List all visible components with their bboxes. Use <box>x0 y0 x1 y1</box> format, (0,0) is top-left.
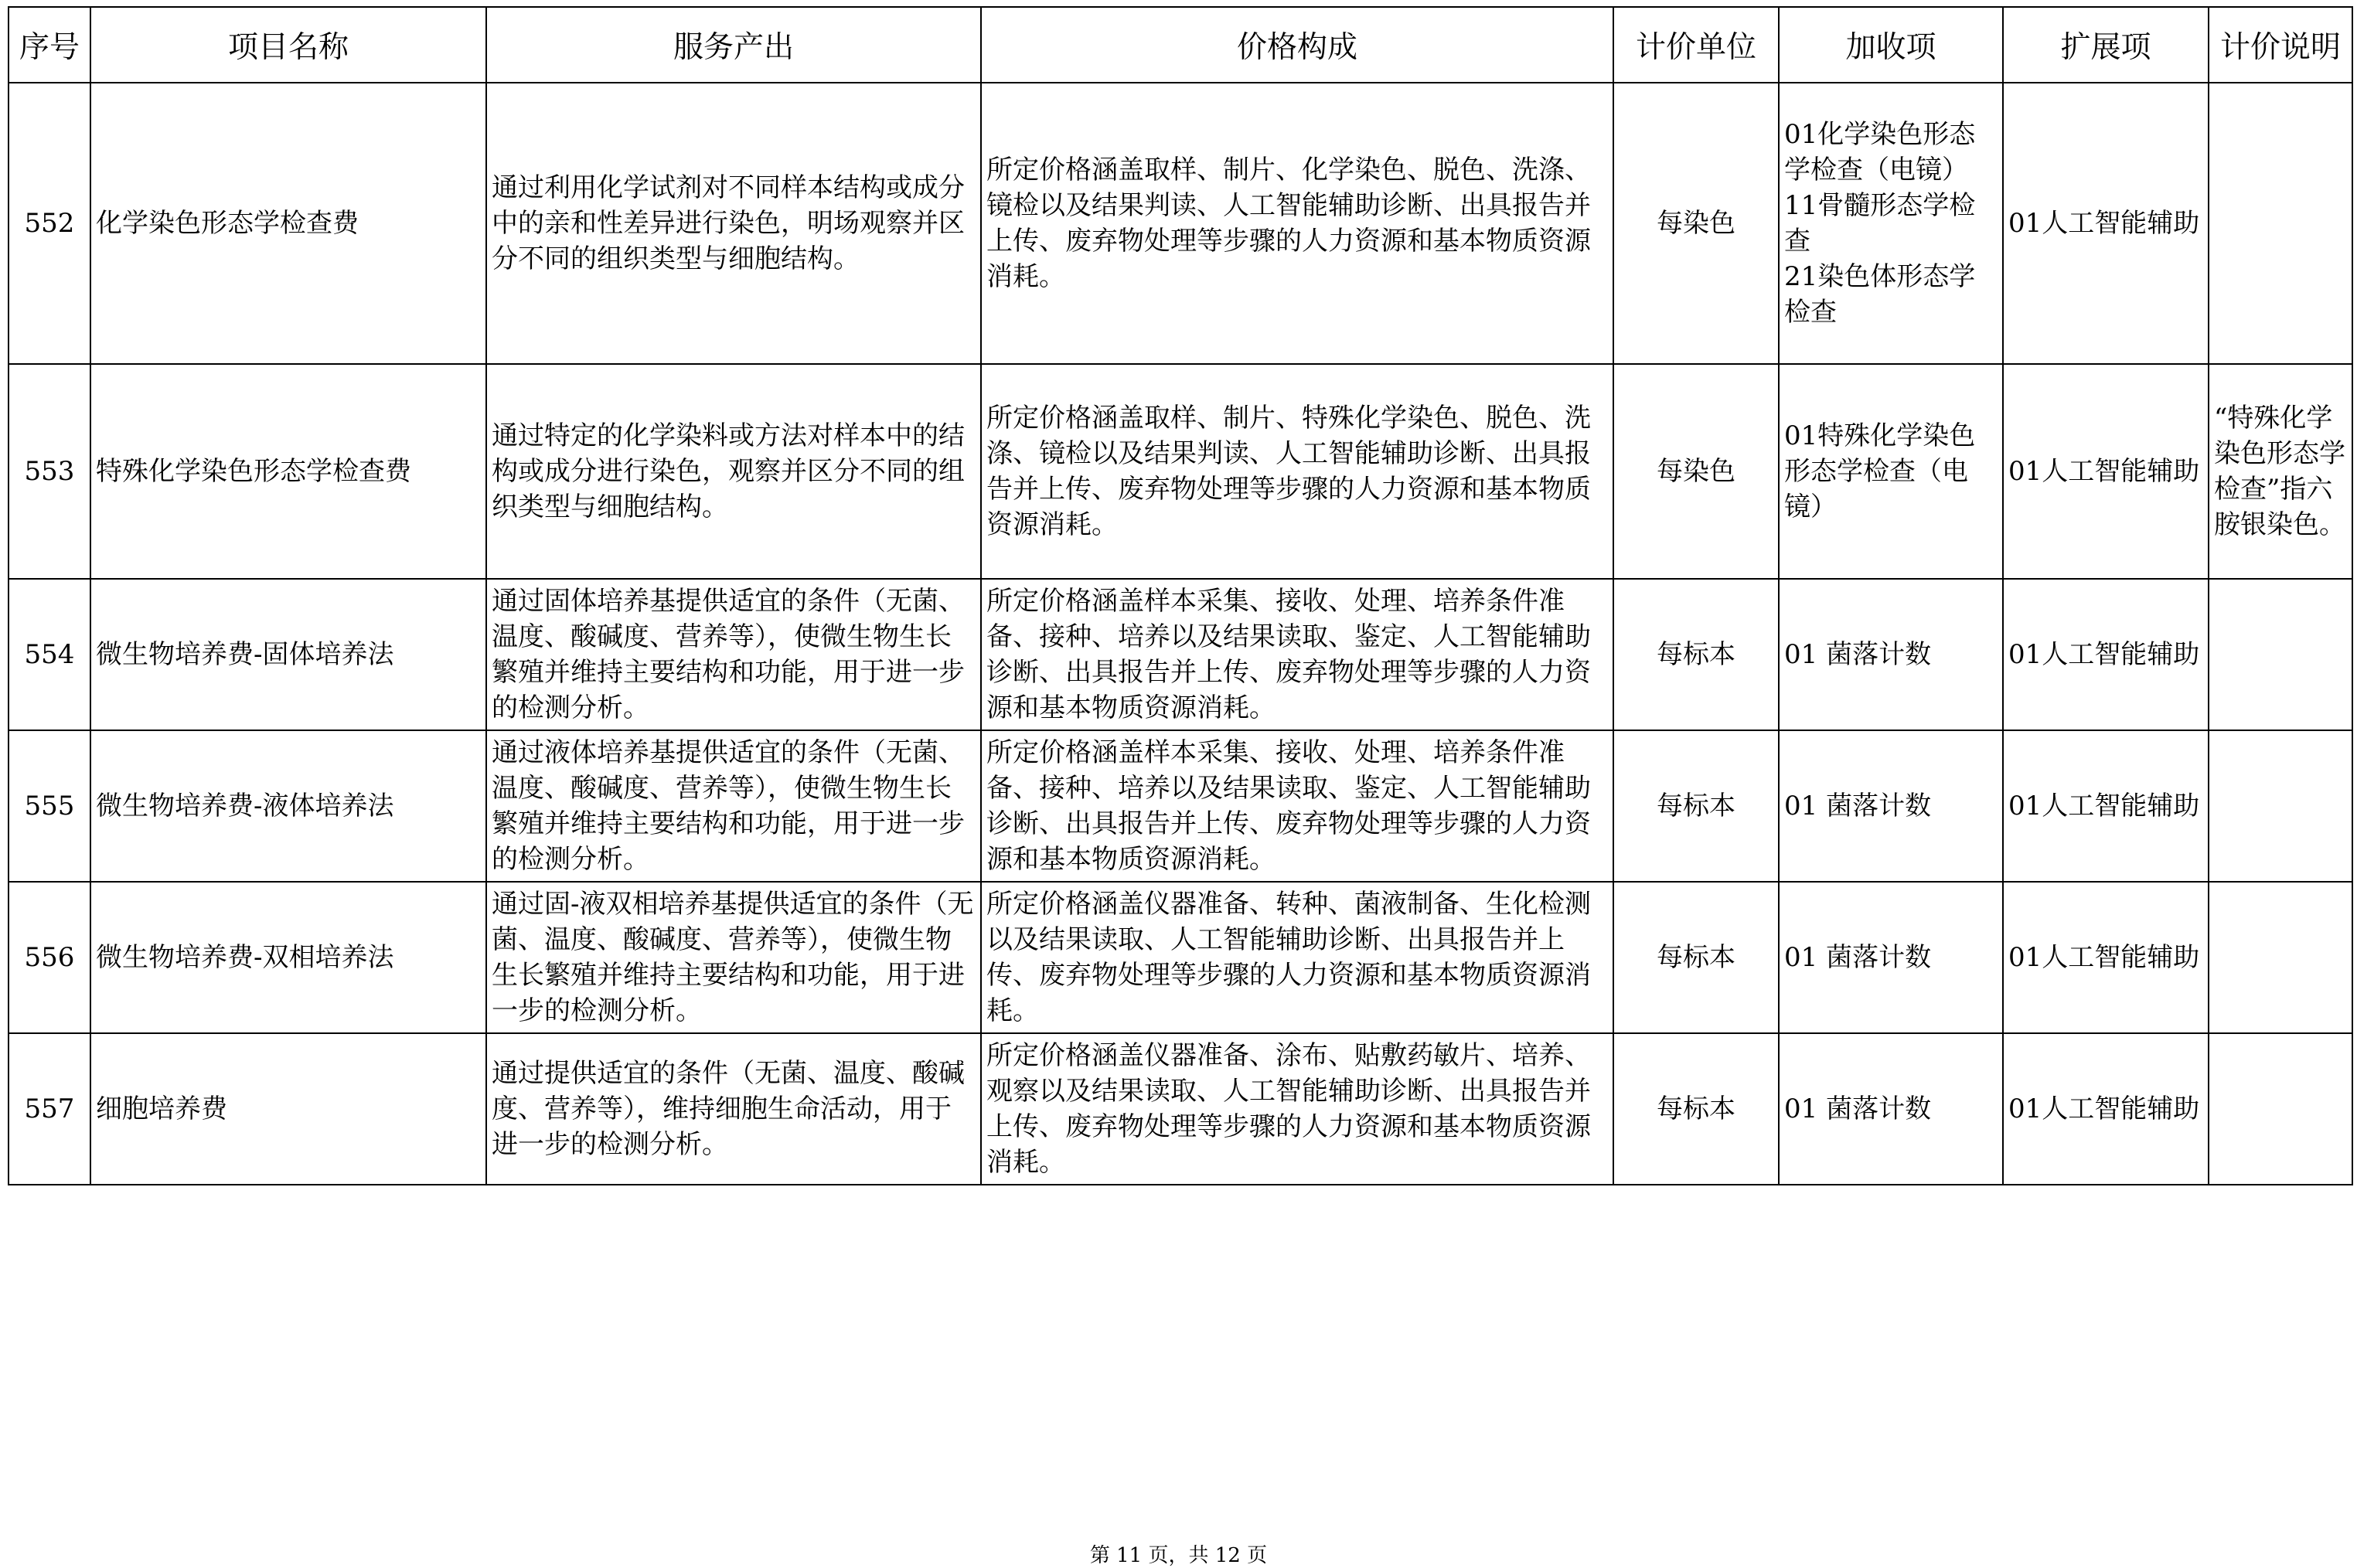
cell-service-output: 通过提供适宜的条件（无菌、温度、酸碱度、营养等），维持细胞生命活动，用于进一步的检测分析。 <box>486 1033 981 1185</box>
table-row <box>9 882 2352 1033</box>
header-surcharge: 加收项 <box>1779 7 2003 83</box>
cell-surcharge: 01 菌落计数 <box>1779 882 2003 1033</box>
cell-extension: 01人工智能辅助 <box>2003 364 2209 579</box>
header-item-name: 项目名称 <box>90 7 486 83</box>
cell-extension: 01人工智能辅助 <box>2003 730 2209 882</box>
cell-price-composition: 所定价格涵盖仪器准备、转种、菌液制备、生化检测以及结果读取、人工智能辅助诊断、出具报告并上传、废弃物处理等步骤的人力资源和基本物质资源消耗。 <box>981 882 1613 1033</box>
cell-pricing-note <box>2209 1033 2352 1185</box>
cell-surcharge: 01特殊化学染色形态学检查（电镜） <box>1779 364 2003 579</box>
header-pricing-unit: 计价单位 <box>1613 7 1779 83</box>
cell-service-output: 通过利用化学试剂对不同样本结构或成分中的亲和性差异进行染色，明场观察并区分不同的组织类型与细胞结构。 <box>486 83 981 364</box>
cell-item-name: 特殊化学染色形态学检查费 <box>90 364 486 579</box>
cell-extension: 01人工智能辅助 <box>2003 83 2209 364</box>
cell-price-composition: 所定价格涵盖样本采集、接收、处理、培养条件准备、接种、培养以及结果读取、鉴定、人工智能辅助诊断、出具报告并上传、废弃物处理等步骤的人力资源和基本物质资源消耗。 <box>981 730 1613 882</box>
header-pricing-note: 计价说明 <box>2209 7 2352 83</box>
cell-pricing-unit: 每标本 <box>1613 579 1779 730</box>
cell-serial: 552 <box>9 83 90 364</box>
cell-pricing-note: “特殊化学染色形态学检查”指六胺银染色。 <box>2209 364 2352 579</box>
cell-surcharge: 01 菌落计数 <box>1779 579 2003 730</box>
cell-service-output: 通过特定的化学染料或方法对样本中的结构或成分进行染色，观察并区分不同的组织类型与细胞结构。 <box>486 364 981 579</box>
cell-item-name: 化学染色形态学检查费 <box>90 83 486 364</box>
cell-serial: 555 <box>9 730 90 882</box>
header-extension: 扩展项 <box>2003 7 2209 83</box>
table-row <box>9 83 2352 364</box>
table-row <box>9 1033 2352 1185</box>
cell-price-composition: 所定价格涵盖仪器准备、涂布、贴敷药敏片、培养、观察以及结果读取、人工智能辅助诊断、出具报告并上传、废弃物处理等步骤的人力资源和基本物质资源消耗。 <box>981 1033 1613 1185</box>
page-footer: 第 11 页，共 12 页 <box>1089 1544 1268 1567</box>
cell-extension: 01人工智能辅助 <box>2003 1033 2209 1185</box>
cell-price-composition: 所定价格涵盖样本采集、接收、处理、培养条件准备、接种、培养以及结果读取、鉴定、人工智能辅助诊断、出具报告并上传、废弃物处理等步骤的人力资源和基本物质资源消耗。 <box>981 579 1613 730</box>
header-service-output: 服务产出 <box>486 7 981 83</box>
cell-pricing-unit: 每标本 <box>1613 730 1779 882</box>
cell-service-output: 通过固体培养基提供适宜的条件（无菌、温度、酸碱度、营养等），使微生物生长繁殖并维持主要结构和功能，用于进一步的检测分析。 <box>486 579 981 730</box>
cell-item-name: 微生物培养费-液体培养法 <box>90 730 486 882</box>
header-row <box>9 7 2352 83</box>
header-price-composition: 价格构成 <box>981 7 1613 83</box>
cell-pricing-unit: 每染色 <box>1613 364 1779 579</box>
table-row <box>9 364 2352 579</box>
cell-pricing-note <box>2209 579 2352 730</box>
header-serial: 序号 <box>9 7 90 83</box>
cell-serial: 554 <box>9 579 90 730</box>
table-row <box>9 579 2352 730</box>
cell-extension: 01人工智能辅助 <box>2003 882 2209 1033</box>
table-row <box>9 730 2352 882</box>
cell-pricing-unit: 每标本 <box>1613 1033 1779 1185</box>
cell-service-output: 通过液体培养基提供适宜的条件（无菌、温度、酸碱度、营养等），使微生物生长繁殖并维持主要结构和功能，用于进一步的检测分析。 <box>486 730 981 882</box>
cell-serial: 553 <box>9 364 90 579</box>
cell-item-name: 细胞培养费 <box>90 1033 486 1185</box>
cell-serial: 557 <box>9 1033 90 1185</box>
cell-price-composition: 所定价格涵盖取样、制片、化学染色、脱色、洗涤、镜检以及结果判读、人工智能辅助诊断、出具报告并上传、废弃物处理等步骤的人力资源和基本物质资源消耗。 <box>981 83 1613 364</box>
cell-extension: 01人工智能辅助 <box>2003 579 2209 730</box>
cell-surcharge: 01 菌落计数 <box>1779 1033 2003 1185</box>
cell-pricing-note <box>2209 730 2352 882</box>
cell-pricing-note <box>2209 83 2352 364</box>
cell-surcharge: 01化学染色形态学检查（电镜） 11骨髓形态学检查 21染色体形态学检查 <box>1779 83 2003 364</box>
cell-service-output: 通过固-液双相培养基提供适宜的条件（无菌、温度、酸碱度、营养等），使微生物生长繁殖并维持主要结构和功能，用于进一步的检测分析。 <box>486 882 981 1033</box>
cell-price-composition: 所定价格涵盖取样、制片、特殊化学染色、脱色、洗涤、镜检以及结果判读、人工智能辅助诊断、出具报告并上传、废弃物处理等步骤的人力资源和基本物质资源消耗。 <box>981 364 1613 579</box>
cell-item-name: 微生物培养费-固体培养法 <box>90 579 486 730</box>
cell-pricing-unit: 每标本 <box>1613 882 1779 1033</box>
cell-pricing-unit: 每染色 <box>1613 83 1779 364</box>
price-table <box>8 6 2353 1185</box>
cell-serial: 556 <box>9 882 90 1033</box>
cell-surcharge: 01 菌落计数 <box>1779 730 2003 882</box>
cell-pricing-note <box>2209 882 2352 1033</box>
cell-item-name: 微生物培养费-双相培养法 <box>90 882 486 1033</box>
